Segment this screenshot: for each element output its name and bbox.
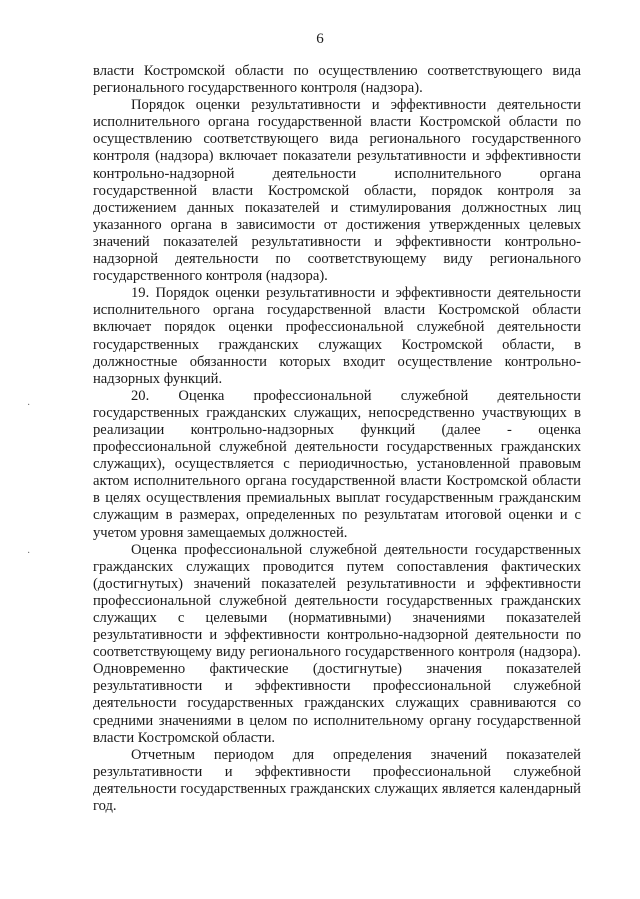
paragraph-evaluation-method: Оценка профессиональной служебной деятельности государственных гражданских служащих проводится путем сопоставления фактических (достигнутых) значений показателей результативности и эффективности профессиональной служебной деятельности государственных гражданских служащих с целевыми (нормативными) значениями показателей результативности и эффективности контрольно-надзорной деятельности по соответствующему виду регионального государственного контроля (надзора). Одновременно фактические (достигнутые) значения показателей результативности и эффективности профессиональной служебной деятельности государственных гражданских служащих сравниваются со средними значениями в целом по исполнительному органу государственной власти Костромской области. — [93, 541, 581, 746]
paragraph-continuation: власти Костромской области по осуществлению соответствующего вида регионального государственного контроля (надзора). — [93, 63, 581, 97]
scan-mark: · — [27, 548, 31, 559]
page-number: 6 — [316, 31, 324, 47]
paragraph-reporting-period: Отчетным периодом для определения значений показателей результативности и эффективности профессиональной служебной деятельности государственных гражданских служащих является календарный год. — [93, 746, 581, 815]
scan-mark: · — [27, 400, 31, 411]
paragraph-clause-20: 20. Оценка профессиональной служебной деятельности государственных гражданских служащих, непосредственно участвующих в реализации контрольно-надзорных функций (далее - оценка профессиональной служебной деятельности государственных гражданских служащих), осуществляется с периодичностью, установленной правовым актом исполнительного органа государственной власти Костромской области в целях осуществления премиальных выплат государственным гражданским служащим в размерах, определенных по результатам итоговой оценки и с учетом уровня замещаемых должностей. — [93, 387, 581, 541]
document-body — [93, 63, 581, 815]
paragraph-assessment-procedure: Порядок оценки результативности и эффективности деятельности исполнительного органа государственной власти Костромской области по осуществлению соответствующего вида регионального государственного контроля (надзора) включает показатели результативности и эффективности контрольно-надзорной деятельности исполнительного органа государственной власти Костромской области, порядок контроля за достижением данных показателей и стимулирования должностных лиц указанного органа в зависимости от достижения утвержденных целевых значений показателей результативности и эффективности контрольно-надзорной деятельности по соответствующему виду регионального государственного контроля (надзора). — [93, 97, 581, 285]
paragraph-clause-19: 19. Порядок оценки результативности и эффективности деятельности исполнительного органа государственной власти Костромской области включает порядок оценки профессиональной служебной деятельности государственных гражданских служащих Костромской области, в должностные обязанности которых входит осуществление контрольно-надзорных функций. — [93, 285, 581, 387]
